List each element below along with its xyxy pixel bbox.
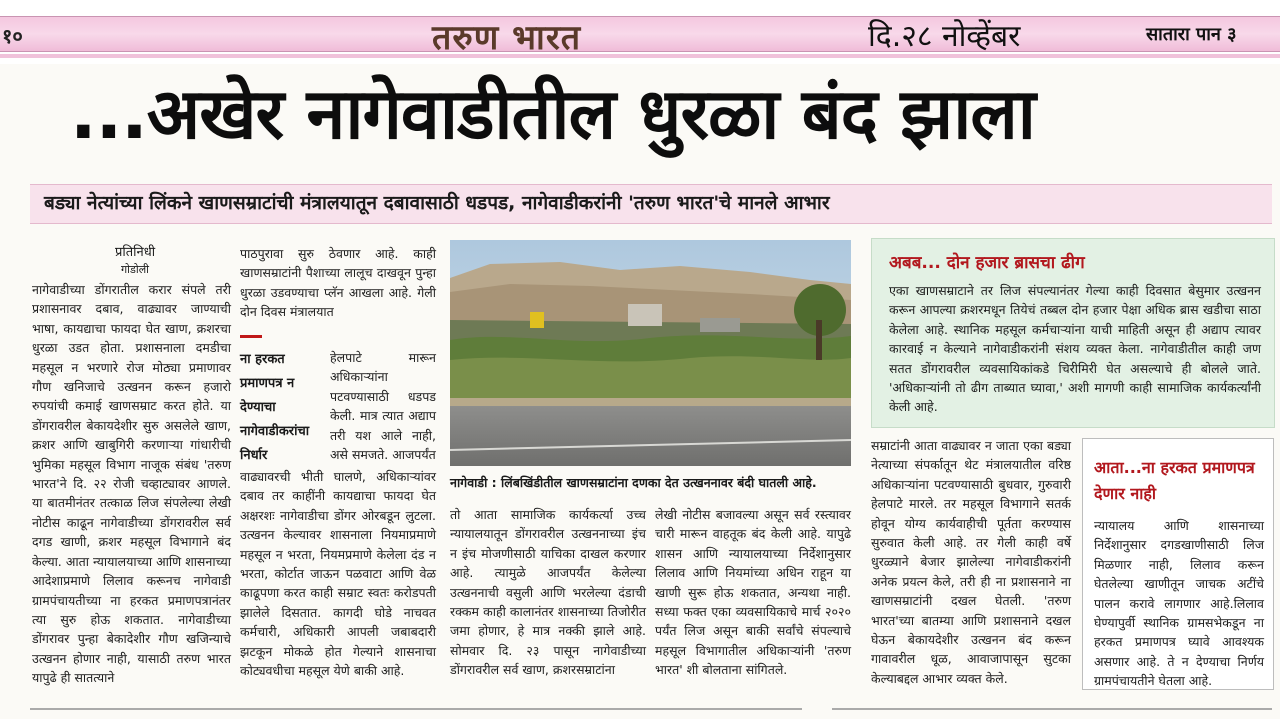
column-5-text: सम्राटांनी आता वाढ्यावर न जाता एका बड्या नेत्याच्या संपर्कातून थेट मंत्रालयातील वरिष्ठ अधिकाऱ्यांना पटवण्यासाठी बुधवार, गुरुवारी हेलपाटे मारले. तर महसूल विभागाने सतर्क होवून योग्य कार्यवाहीची पूर्तता करण्यास सुरुवात केली आहे. तर गेली काही वर्षे धुरळ्याने बेजार झालेल्या नागेवाडीकरांनी अनेक प्रयत्न केले, तरी ही ना प्रशासनाने ना खाणसम्राटांनी दखल घेतली. 'तरुण भारत'च्या बातम्या आणि प्रशासनाने दखल घेऊन बेकायदेशीर उत्खनन बंद करून गावावरील धूळ, आवाजापासून सुटका केल्याबद्दल आभार व्यक्त केले. — [871, 438, 1071, 686]
article-column-2-side — [330, 348, 436, 464]
article-column-5 — [871, 436, 1071, 688]
sidebar-noc-title: आता...ना हरकत प्रमाणपत्र देणार नाही — [1094, 458, 1255, 503]
subhead: ना हरकत प्रमाणपत्र न देण्याचा नागेवाडीकरांचा निर्धार — [240, 352, 310, 463]
sidebar-heap-title: अबब... दोन हजार ब्रासचा ढीग — [889, 253, 1085, 273]
masthead-rule — [0, 54, 1280, 58]
bottom-rule-right — [832, 708, 1272, 710]
article-column-1 — [32, 280, 231, 688]
column-2-side-text: हेलपाटे मारून अधिकाऱ्यांना पटवण्यासाठी धडपड केली. मात्र त्यात अद्याप तरी यश आले नाही, असे समजते. आजपर्यंत — [330, 350, 436, 463]
byline-place: गोडोली — [120, 263, 150, 276]
photo-caption: नागेवाडी : लिंबखिंडीतील खाणसम्राटांना दणका देत उत्खननावर बंदी घातली आहे. — [450, 475, 817, 490]
edition-page: सातारा पान ३ — [1146, 24, 1237, 45]
quarry-hill-photo — [450, 240, 851, 466]
newspaper-name: तरुण भारत — [432, 18, 582, 58]
sidebar-noc-body — [1094, 516, 1264, 691]
masthead-band — [0, 16, 1280, 52]
byline-role: प्रतिनिधी — [114, 245, 156, 260]
news-photo — [450, 240, 851, 466]
subhead-marker — [240, 335, 262, 338]
sidebar-noc-text: न्यायालय आणि शासनाच्या निर्देशानुसार दगडखाणीसाठी लिज मिळणार नाही, लिलाव करून घेतलेल्या खाणीतून जाचक अटींचे पालन करावे लागणार आहे.लिलाव घेण्यापुर्वी स्थानिक ग्रामसभेकडून ना हरकत प्रमाणपत्र घ्यावे आवश्यक असणार आहे. ते न देण्याचा निर्णय ग्रामपंचायतीने घेतला आहे. — [1094, 518, 1264, 689]
article-column-2-top — [240, 244, 436, 322]
headline: ...अखेर नागेवाडीतील धुरळा बंद झाला — [70, 73, 1035, 155]
sidebar-heap-text: एका खाणसम्राटाने तर लिज संपल्यानंतर गेल्या काही दिवसात बेसुमार उत्खनन करून आपल्या क्रशरमधून तियेचं तब्बल दोन हजार पेक्षा अधिक ब्रास खडीचा साठा केलेला आहे. स्थानिक महसूल कर्मचाऱ्यांना याची माहिती असून ही अद्याप त्यावर कारवाई न केल्याने नागेवाडीकरांनी संशय व्यक्त केला. नागेवाडीतील काही जण सतत डोंगरावरील व्यवसायिकांकडे चिरीमिरी घेत असल्याचे ही बोलले जाते. 'अधिकाऱ्यांनी तो ढीग ताब्यात घ्यावा,' अशी मागणी काही सामाजिक कार्यकर्त्यांनी केली आहे. — [889, 283, 1261, 415]
page-number: १० — [2, 24, 23, 48]
deck: बड्या नेत्यांच्या लिंकने खाणसम्राटांची मंत्रालयातून दबावासाठी धडपड, नागेवाडीकरांनी 'तरुण भारत'चे मानले आभार — [44, 192, 830, 214]
column-4-text: लेखी नोटीस बजावल्या असून सर्व रस्त्यावर चारी मारून वाहतूक बंद केली आहे. यापुढे शासन आणि न्यायालयाच्या निर्देशानुसार लिलाव आणि नियमांच्या अधिन राहून या खाणी सुरू होऊ शकतात, अन्यथा नाही. सध्या फक्त एका व्यवसायिकाचे मार्च २०२० पर्यंत लिज असून बाकी सर्वांचे संपल्याचे महसूल विभागातील अधिकाऱ्यांनी 'तरुण भारत' शी बोलताना सांगितले. — [655, 507, 851, 678]
column-1-text: नागेवाडीच्या डोंगरातील करार संपले तरी प्रशासनावर दबाव, वाढ्यावर जाण्याची भाषा, कायद्याचा फायदा घेत खाण, क्रशरचा धुरळा उडत होता. प्रशासनाला दमडीचा महसूल न भरणारे रोज मोठ्या प्रमाणावर गौण खनिजाचे उत्खनन करून हजारो रुपयांची कमाई खाणसम्राट करत होते. या डोंगरावरील बेकायदेशीर सुरु असलेले खाण, क्रशर आणि खाबुगिरी करणाऱ्या गांधारीची भुमिका महसूल विभाग नाजूक संबंध 'तरुण भारत'ने दि. २२ रोजी चव्हाट्यावर आणले. या बातमीनंतर तत्काळ लिज संपलेल्या लेखी नोटीस काढून नागेवाडीच्या डोंगरावरील सर्व दगड खाणी, क्रशर महसूल विभागाने बंद केल्या. आता न्यायालयाच्या आणि शासनाच्या आदेशाप्रमाणे लिलाव करूनच नागेवाडी ग्रामपंचायतीच्या ना हरकत प्रमाणपत्रानंतर त्या सुरु होऊ शकतात. नागेवाडीच्या डोंगरावर पुन्हा बेकादेशीर गौण खजिन्याचे उत्खनन होणार नाही, यासाठी तरुण भारत यापुढे ही सातत्याने — [32, 282, 231, 686]
column-2-bottom-text: वाढ्यावरची भीती घालणे, अधिकाऱ्यांवर दबाव तर काहींनी कायद्याचा फायदा घेत अक्षरशः नागेवाडीचा डोंगर ओरबडून लुटला. उत्खनन केल्यावर शासनाला नियमाप्रमाणे महसूल न भरता, नियमप्रमाणे केलेला दंड न भरता, कोर्टात जाऊन पळवाटा आणि वेळ काढूपणा करत काही सम्राट स्वतः करोडपती झालेले दिसतात. कागदी घोडे नाचवत कर्मचारी, अधिकारी आपली जबाबदारी झटकून मोकळे होत गेल्याने शासनाचा कोट्यवधीचा महसूल येणे बाकी आहे. — [240, 469, 436, 679]
bottom-rule-left — [30, 708, 802, 710]
byline — [40, 244, 230, 278]
column-3-text: तो आता सामाजिक कार्यकर्त्या उच्च न्यायालयातून डोंगरावरील उत्खननाच्या इंच न इंच मोजणीसाठी याचिका दाखल करणार आहे. त्यामुळे आजपर्यंत केलेल्या उत्खननाची वसुली आणि भरलेल्या दंडाची रक्कम काही कालानंतर शासनाच्या तिजोरीत जमा होणार, हे मात्र नक्की झाले आहे. सोमवार दि. २३ पासून नागेवाडीच्या डोंगरावरील सर्व खाण, क्रशरसम्राटांना — [450, 507, 646, 678]
article-column-4 — [655, 505, 851, 680]
column-2-top-text: पाठपुरावा सुरु ठेवणार आहे. काही खाणसम्राटांनी पैशाच्या लालूच दाखवून पुन्हा धुरळा उडवण्याचा प्लॅन आखला आहे. गेली दोन दिवस मंत्रालयात — [240, 246, 436, 320]
article-column-2-bottom — [240, 467, 436, 680]
issue-date: दि.२८ नोव्हेंबर — [868, 19, 1021, 54]
sidebar-heap-body — [889, 281, 1261, 417]
article-column-3 — [450, 505, 646, 680]
